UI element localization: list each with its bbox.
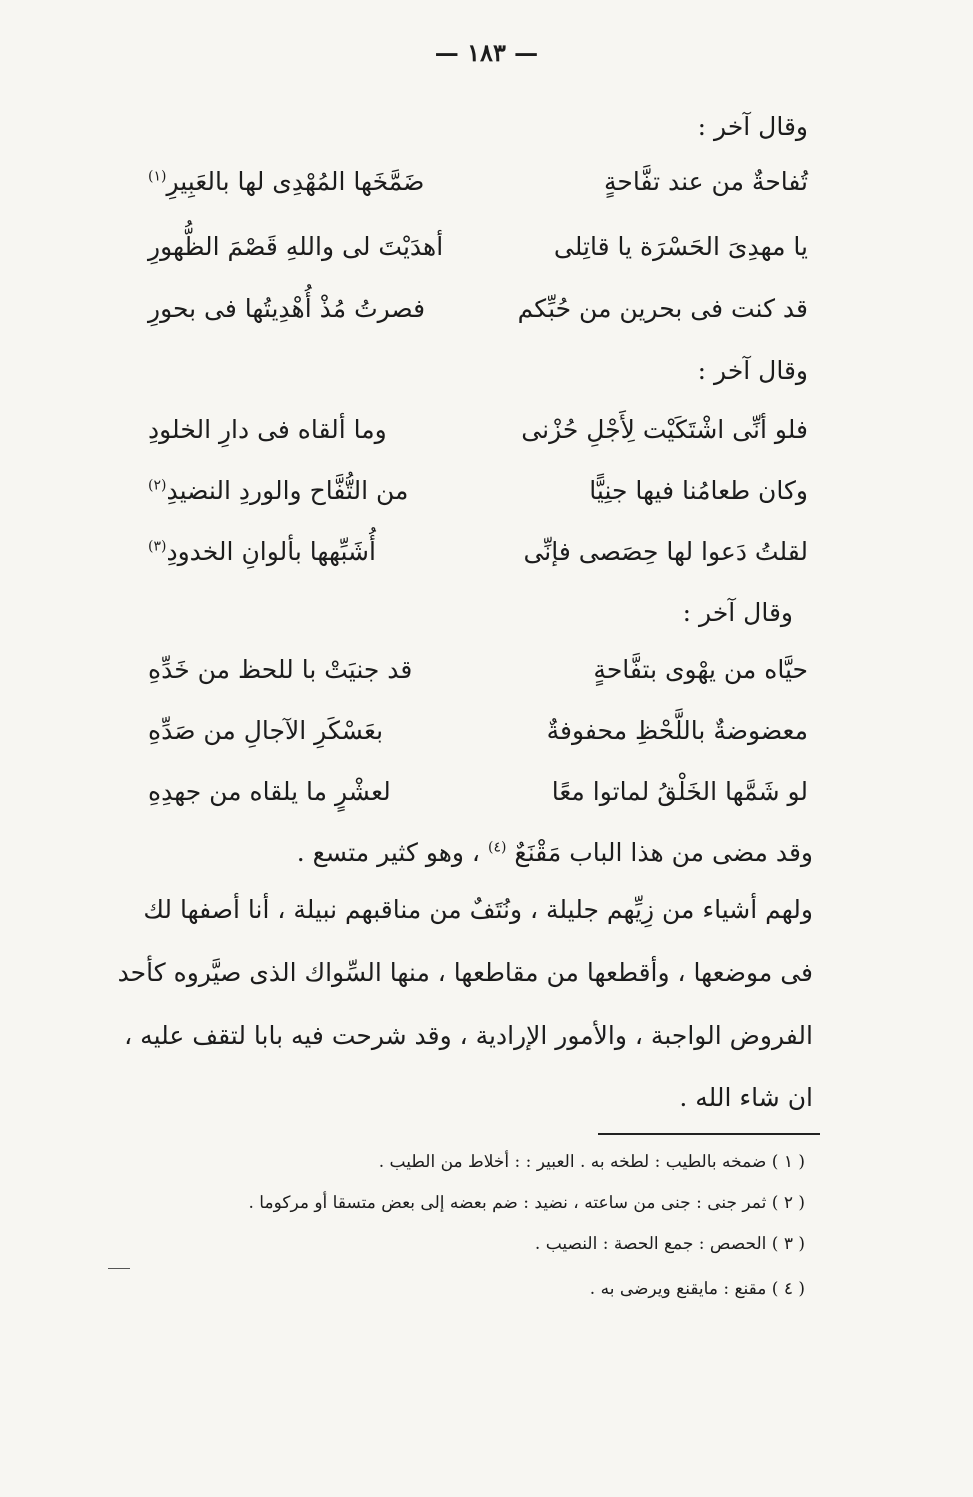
verse-second-hemistich bbox=[148, 476, 448, 505]
verse-second-hemistich: لعشْرٍ ما يلقاه من جهدِهِ bbox=[148, 777, 391, 806]
verse-first-hemistich: وكان طعامُنا فيها جنِيًّا bbox=[589, 476, 808, 505]
verse-first-hemistich: معضوضةٌ باللَّحْظِ محفوفةٌ bbox=[546, 716, 808, 745]
section-intro: وقال آخر : bbox=[682, 598, 793, 627]
verse-second-text: أُشَبِّهها بألوانِ الخدودِ bbox=[166, 537, 376, 566]
verse-second-text: ضَمَّخَها المُهْدِى لها بالعَبِيرِ bbox=[166, 167, 425, 196]
footnote: ( ٢ ) ثمر جنى : جنى من ساعته ، نضيد : ضم بعضه إلى بعض متسقا أو مركوما . bbox=[248, 1193, 805, 1213]
paragraph-line: الفروض الواجبة ، والأمور الإرادية ، وقد شرحت فيه بابا لتقف عليه ، bbox=[124, 1021, 813, 1050]
page-number: — ١٨٣ — bbox=[434, 38, 539, 67]
closing-text-b: ، وهو كثير متسع . bbox=[296, 838, 481, 867]
verse-first-hemistich: فلو أنِّى اشْتَكَيْت لِأَجْلِ حُزْنى bbox=[521, 415, 808, 444]
paragraph-line: ولهم أشياء من زِيِّهم جليلة ، ونُتَفٌ من مناقبهم نبيلة ، أنا أصفها لك bbox=[143, 895, 813, 924]
verse-line bbox=[148, 537, 808, 577]
paragraph-line: فى موضعها ، وأقطعها من مقاطعها ، منها السِّواك الذى صيَّروه كأحد bbox=[117, 958, 813, 987]
closing-text-a: وقد مضى من هذا الباب مَقْنَعٌ bbox=[514, 838, 813, 867]
verse-line bbox=[148, 232, 808, 272]
verse-second-hemistich: قد جنيَتْ با للحظ من خَدِّهِ bbox=[148, 655, 413, 684]
margin-mark bbox=[108, 1268, 130, 1269]
footnote-ref: (٤) bbox=[487, 839, 507, 856]
footnote-divider bbox=[598, 1133, 820, 1135]
footnote-ref: (٢) bbox=[148, 477, 167, 494]
verse-second-hemistich: بعَسْكَرِ الآجالِ من صَدِّهِ bbox=[148, 716, 384, 745]
verse-second-hemistich bbox=[148, 167, 448, 196]
verse-line bbox=[148, 415, 808, 455]
verse-second-hemistich bbox=[148, 537, 448, 566]
verse-first-hemistich: قد كنت فى بحرين من حُبِّكم bbox=[517, 294, 808, 323]
verse-line bbox=[148, 716, 808, 756]
footnote: ( ١ ) ضمخه بالطيب : لطخه به . العبير : : أخلاط من الطيب . bbox=[378, 1152, 805, 1172]
verse-second-hemistich: أهدَيْتَ لى واللهِ قَصْمَ الظُّهورِ bbox=[148, 232, 444, 261]
verse-line bbox=[148, 294, 808, 334]
verse-first-hemistich: لقلتُ دَعوا لها حِصَصى فإنِّى bbox=[523, 537, 808, 566]
verse-first-hemistich: حيَّاه من يهْوى بتفَّاحةٍ bbox=[593, 655, 808, 684]
verse-second-hemistich: وما ألقاه فى دارِ الخلودِ bbox=[148, 415, 387, 444]
closing-line bbox=[297, 838, 813, 867]
verse-second-hemistich: فصرتُ مُذْ أُهْدِيتُها فى بحورِ bbox=[148, 294, 426, 323]
footnote: ( ٤ ) مقنع : مايقنع ويرضى به . bbox=[589, 1279, 805, 1299]
footnote-ref: (١) bbox=[148, 168, 167, 185]
verse-first-hemistich: لو شَمَّها الخَلْقُ لماتوا معًا bbox=[551, 777, 808, 806]
verse-line bbox=[148, 655, 808, 695]
verse-first-hemistich: تُفاحةٌ من عند تفَّاحةٍ bbox=[603, 167, 808, 196]
section-intro: وقال آخر : bbox=[697, 356, 808, 385]
footnote: ( ٣ ) الحصص : جمع الحصة : النصيب . bbox=[534, 1234, 805, 1254]
paragraph-line: ان شاء الله . bbox=[679, 1083, 813, 1112]
section-intro: وقال آخر : bbox=[697, 112, 808, 141]
verse-line bbox=[148, 777, 808, 817]
verse-first-hemistich: يا مهدِىَ الحَسْرَة يا قاتِلى bbox=[553, 232, 808, 261]
footnote-ref: (٣) bbox=[148, 538, 167, 555]
verse-second-text: من التُّفَّاح والوردِ النضيدِ bbox=[166, 476, 409, 505]
verse-line bbox=[148, 167, 808, 207]
verse-line bbox=[148, 476, 808, 516]
